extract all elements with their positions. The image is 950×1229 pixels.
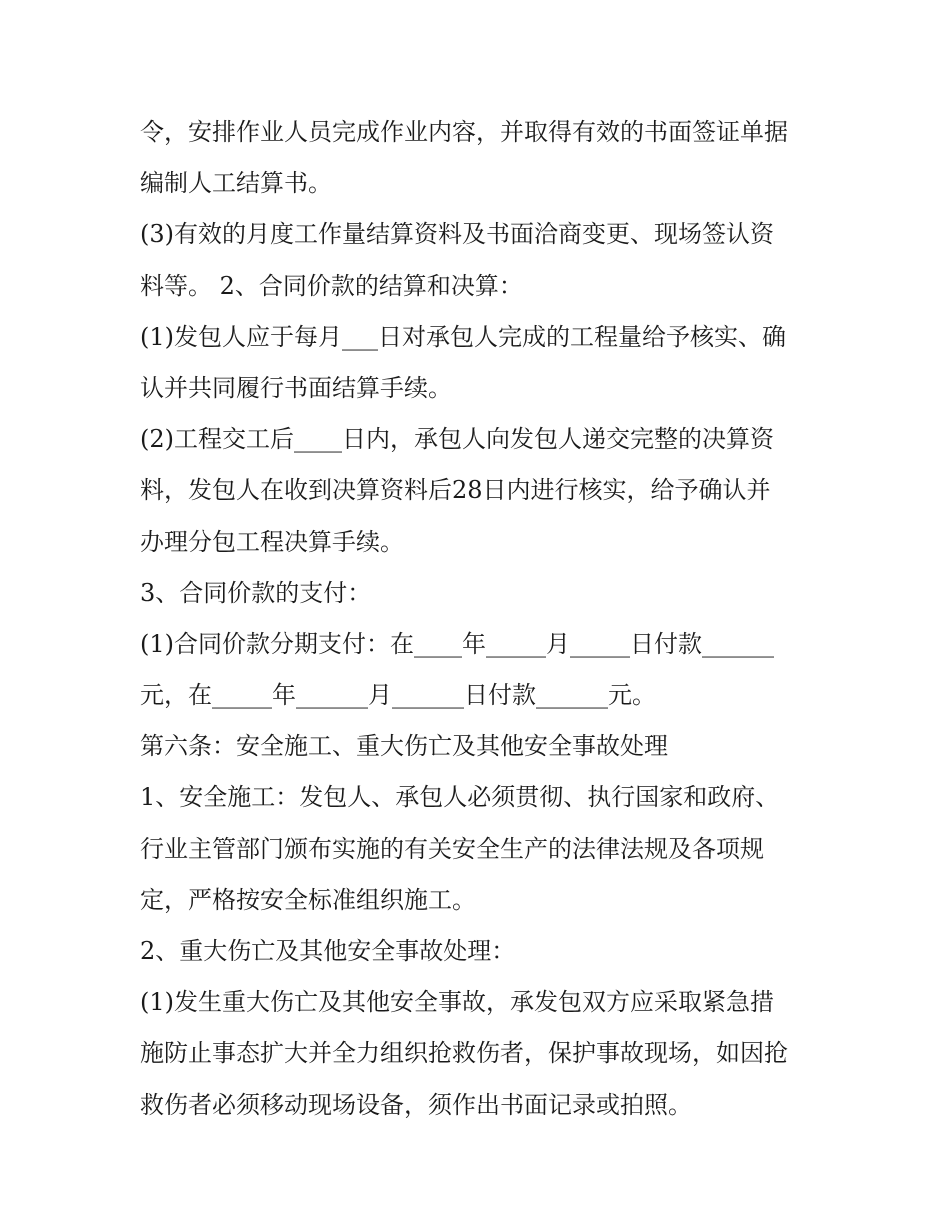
text-line: 办理分包工程决算手续。 <box>140 527 404 556</box>
text-line: (1)合同价款分期支付：在____年_____月_____日付款______ <box>140 629 774 658</box>
text-line: 施防止事态扩大并全力组织抢救伤者，保护事故现场，如因抢 <box>140 1039 788 1068</box>
document-body <box>140 107 820 1131</box>
text-line: 料等。 2、合同价款的结算和决算： <box>140 271 523 300</box>
text-line: 2、重大伤亡及其他安全事故处理： <box>140 937 516 965</box>
text-line: (3)有效的月度工作量结算资料及书面洽商变更、现场签认资 <box>140 220 774 249</box>
text-line: 元，在_____年______月______日付款______元。 <box>140 681 656 710</box>
text-line: 行业主管部门颁布实施的有关安全生产的法律法规及各项规 <box>140 834 764 863</box>
text-line: (1)发生重大伤亡及其他安全事故，承发包双方应采取紧急措 <box>140 988 774 1017</box>
section-heading: 第六条：安全施工、重大伤亡及其他安全事故处理 <box>140 732 668 761</box>
text-line: 编制人工结算书。 <box>140 169 332 198</box>
text-line: 定，严格按安全标准组织施工。 <box>140 885 476 914</box>
text-line: 令，安排作业人员完成作业内容，并取得有效的书面签证单据 <box>140 118 788 146</box>
text-line: 料，发包人在收到决算资料后28日内进行核实，给予确认并 <box>140 476 771 505</box>
text-line: 3、合同价款的支付： <box>140 578 372 607</box>
text-line: (1)发包人应于每月___日对承包人完成的工程量给予核实、确 <box>140 322 786 351</box>
text-line: 救伤者必须移动现场设备，须作出书面记录或拍照。 <box>140 1090 692 1119</box>
text-line: (2)工程交工后____日内，承包人向发包人递交完整的决算资 <box>140 425 774 454</box>
text-line: 1、安全施工：发包人、承包人必须贯彻、执行国家和政府、 <box>140 783 780 812</box>
text-line: 认并共同履行书面结算手续。 <box>140 373 452 402</box>
